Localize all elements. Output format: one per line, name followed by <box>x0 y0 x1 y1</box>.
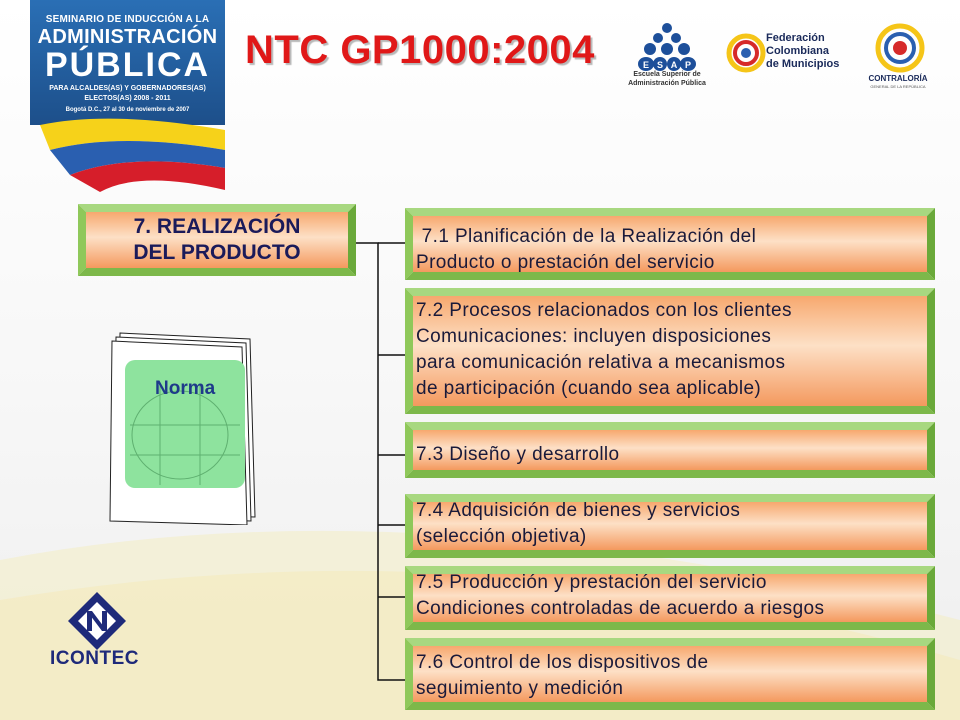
icontec-logo-icon <box>68 592 126 650</box>
item-7-5-line-2: Condiciones controladas de acuerdo a riesgos <box>416 598 825 619</box>
page-title: NTC GP1000:2004 <box>245 28 595 72</box>
item-7-4-line-2: (selección objetiva) <box>416 526 587 547</box>
item-7-1-line-2: Producto o prestación del servicio <box>416 252 715 273</box>
item-7-4-line-1: 7.4 Adquisición de bienes y servicios <box>416 500 741 521</box>
fcm-line-1: Federación <box>766 32 825 44</box>
item-text-7-3 <box>416 442 620 468</box>
banner-line-3: PÚBLICA <box>44 46 211 84</box>
icontec-label: ICONTEC <box>50 648 139 669</box>
banner-line-5: ELECTOS(AS) 2008 - 2011 <box>84 95 171 102</box>
item-7-6-line-2: seguimiento y medición <box>416 678 624 699</box>
svg-text:A: A <box>670 60 678 70</box>
svg-text:S: S <box>656 60 664 70</box>
item-text-7-5 <box>416 570 824 622</box>
fcm-line-2: Colombiana <box>766 45 829 57</box>
item-7-1-line-1: 7.1 Planificación de la Realización del <box>416 226 757 247</box>
item-7-2-line-4: de participación (cuando sea aplicable) <box>416 378 762 399</box>
contraloria-label: CONTRALORÍA <box>868 74 928 83</box>
main-item-line-1: 7. REALIZACIÓN <box>133 215 301 238</box>
norma-book-icon <box>100 325 265 525</box>
main-item-line-2: DEL PRODUCTO <box>133 241 301 264</box>
item-7-2-line-1: 7.2 Procesos relacionados con los clientes <box>416 300 792 321</box>
item-7-2-line-3: para comunicación relativa a mecanismos <box>416 352 786 373</box>
contraloria-sublabel: GENERAL DE LA REPÚBLICA <box>870 84 926 89</box>
banner-line-4: PARA ALCALDES(AS) Y GOBERNADORES(AS) <box>49 85 206 92</box>
esap-caption-line-1: Escuela Superior de <box>633 71 701 78</box>
item-text-7-4 <box>416 498 740 550</box>
item-text-7-2 <box>416 298 792 402</box>
svg-text:E: E <box>642 60 650 70</box>
main-item-label <box>92 214 342 266</box>
svg-text:P: P <box>684 60 692 70</box>
item-7-6-line-1: 7.6 Control de los dispositivos de <box>416 652 709 673</box>
banner-line-2: ADMINISTRACIÓN <box>37 26 218 48</box>
fcm-line-3: de Municipios <box>766 58 840 70</box>
norma-label: Norma <box>155 378 216 399</box>
item-text-7-6 <box>416 650 708 702</box>
item-7-5-line-1: 7.5 Producción y prestación del servicio <box>416 572 767 593</box>
banner-line-1: SEMINARIO DE INDUCCIÓN A LA <box>45 14 210 25</box>
banner-line-6: Bogotá D.C., 27 al 30 de noviembre de 2007 <box>65 107 190 113</box>
item-text-7-1 <box>416 224 756 276</box>
esap-caption-line-2: Administración Pública <box>628 80 706 87</box>
item-7-2-line-2: Comunicaciones: incluyen disposiciones <box>416 326 772 347</box>
item-7-3-line-1: 7.3 Diseño y desarrollo <box>416 444 620 465</box>
